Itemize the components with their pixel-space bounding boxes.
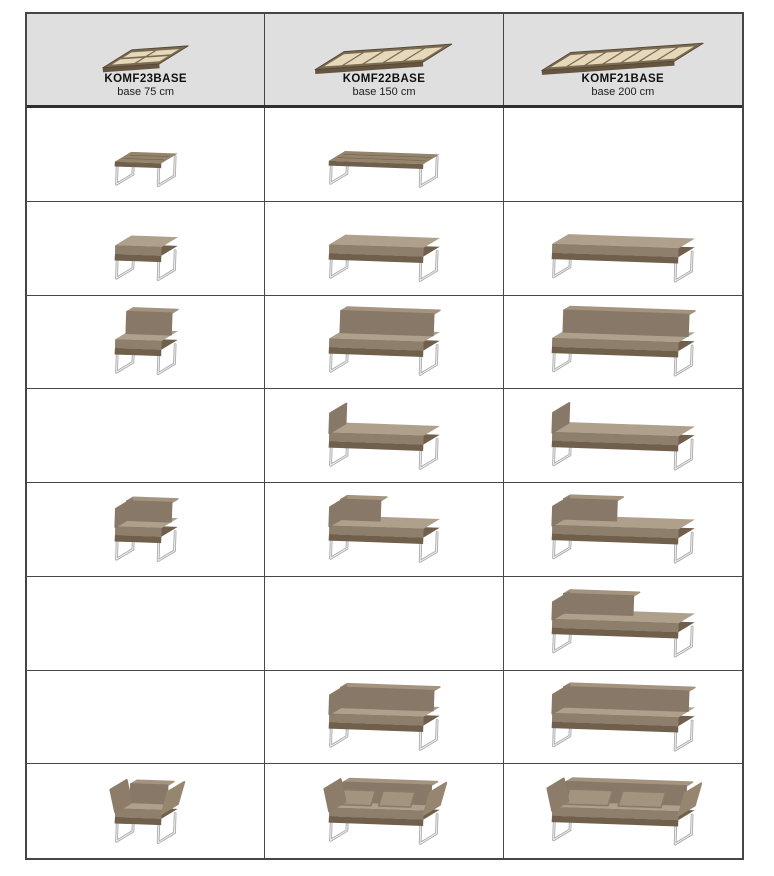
- sofa-left-arm-icon: [535, 673, 711, 761]
- coffee-table-icon: [58, 110, 234, 198]
- product-matrix-table: [25, 12, 744, 860]
- base-size-label: base 75 cm: [117, 85, 175, 98]
- cell-two-arm-sofa-small: [27, 764, 265, 858]
- cell-armless-sofa-small: [27, 296, 265, 390]
- sofa-armless-icon: [535, 298, 711, 386]
- cell-coffee-table-small: [27, 108, 265, 202]
- cell-one-arm-sofa-medium: [265, 671, 503, 765]
- cell-two-arm-sofa-medium: [265, 764, 503, 858]
- column-header-komf22base: [265, 14, 503, 105]
- column-header-komf23base: [27, 14, 265, 105]
- cell-open-end-sofa-large: [504, 577, 742, 671]
- cell-one-arm-sofa-large: [504, 671, 742, 765]
- table-header-row: [27, 14, 742, 108]
- empty-cell: [27, 671, 265, 765]
- cell-armless-sofa-medium: [265, 296, 503, 390]
- product-code: KOMF23BASE: [104, 72, 187, 85]
- coffee-table-icon: [296, 110, 472, 198]
- armchair-icon: [58, 767, 234, 855]
- cell-coffee-table-medium: [265, 108, 503, 202]
- sofa-armless-icon: [296, 298, 472, 386]
- base-platform-medium-icon: [286, 23, 481, 79]
- cell-chaise-lounge-medium: [265, 389, 503, 483]
- cell-two-arm-sofa-large: [504, 764, 742, 858]
- cell-ottoman-bench-large: [504, 202, 742, 296]
- corner-chaise-icon: [296, 485, 472, 573]
- column-header-komf21base: [504, 14, 742, 105]
- cell-corner-module-large: [504, 483, 742, 577]
- corner-seat-icon: [58, 485, 234, 573]
- base-size-label: base 150 cm: [352, 85, 416, 98]
- sofa-arms-icon: [296, 767, 472, 855]
- chaise-icon: [535, 392, 711, 480]
- base-platform-small-icon: [48, 23, 243, 79]
- empty-cell: [27, 389, 265, 483]
- product-code: KOMF22BASE: [342, 72, 426, 85]
- base-size-label: base 200 cm: [591, 85, 655, 98]
- cell-ottoman-bench-medium: [265, 202, 503, 296]
- cell-armless-sofa-large: [504, 296, 742, 390]
- product-code: KOMF21BASE: [581, 72, 665, 85]
- cell-corner-module-medium: [265, 483, 503, 577]
- base-platform-large-icon: [525, 23, 720, 79]
- cell-chaise-lounge-large: [504, 389, 742, 483]
- empty-cell: [504, 108, 742, 202]
- sofa-armless-icon: [58, 298, 234, 386]
- bench-icon: [535, 204, 711, 292]
- arm-chaise-icon: [535, 579, 711, 667]
- empty-cell: [265, 577, 503, 671]
- sofa-left-arm-icon: [296, 673, 472, 761]
- sofa-arms-icon: [535, 767, 711, 855]
- cell-corner-module-small: [27, 483, 265, 577]
- cell-ottoman-bench-small: [27, 202, 265, 296]
- chaise-icon: [296, 392, 472, 480]
- empty-cell: [27, 577, 265, 671]
- ottoman-icon: [58, 204, 234, 292]
- corner-chaise-icon: [535, 485, 711, 573]
- table-body: [27, 108, 742, 858]
- bench-icon: [296, 204, 472, 292]
